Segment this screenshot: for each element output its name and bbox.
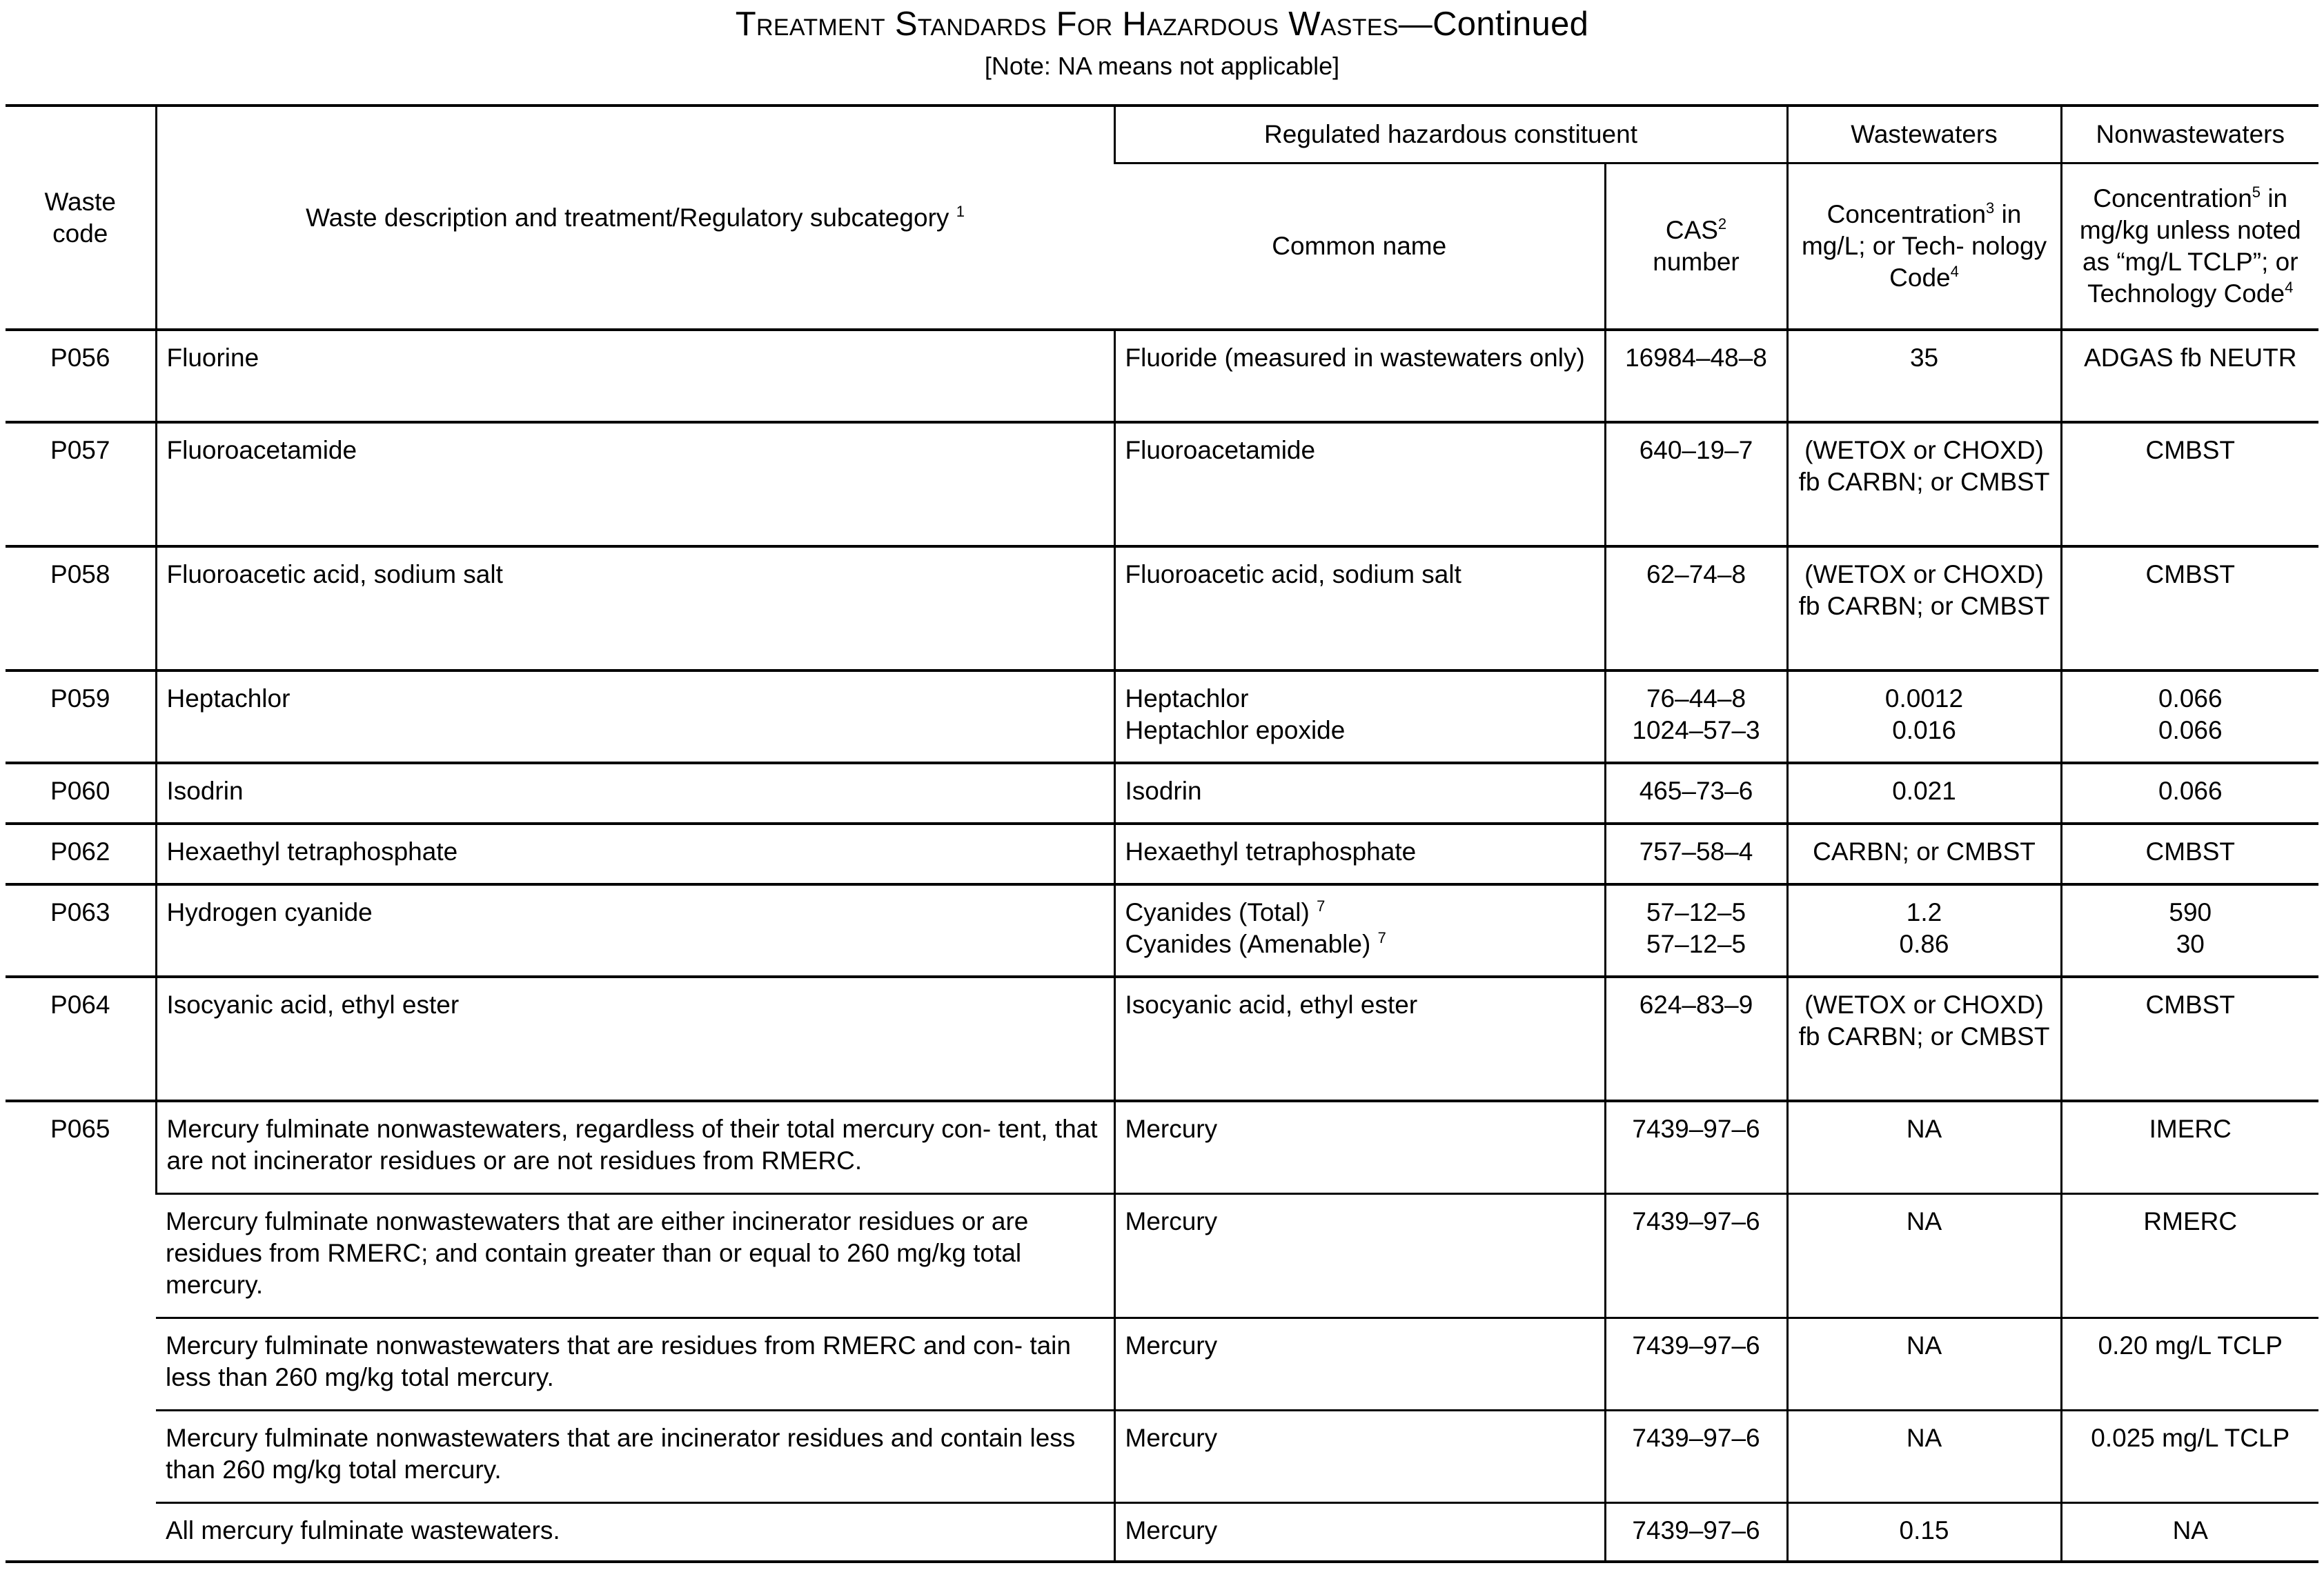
page-note: [Note: NA means not applicable] [984,52,1340,80]
treatment-standards-table [6,104,2318,1563]
common-name-cell: Fluoride (measured in wastewaters only) [1114,330,1605,422]
common-name-cell: Fluoroacetamide [1114,422,1605,546]
nonwastewater-cell: CMBST [2061,422,2318,546]
table-row [6,330,2318,422]
waste-code-cell: P062 [6,824,156,884]
nonwastewater-cell: ADGAS fb NEUTR [2061,330,2318,422]
common-name-cell: Mercury [1114,1410,1605,1502]
common-name-line [1125,928,1595,960]
cas-line: 57–12–5 [1646,930,1746,958]
wastewater-line: 0.86 [1899,930,1949,958]
wastewater-cell: NA [1787,1193,2061,1318]
nonwastewater-cell: NA [2061,1502,2318,1562]
cas-line: 1024–57–3 [1632,716,1760,744]
table-row [6,670,2318,763]
nonwastewater-cell: 0.20 mg/L TCLP [2061,1318,2318,1410]
common-name-cell: Isodrin [1114,763,1605,824]
cas-cell [1605,884,1787,977]
wastewater-cell: NA [1787,1410,2061,1502]
nonwastewater-cell: IMERC [2061,1101,2318,1193]
title-continued: —Continued [1398,6,1589,43]
waste-code-cell: P058 [6,546,156,670]
common-name-text: Cyanides (Total) [1125,898,1310,926]
nonwastewater-line: 590 [2169,898,2212,926]
cas-cell: 16984–48–8 [1605,330,1787,422]
nonwastewater-cell [2061,670,2318,763]
wastewater-cell: NA [1787,1101,2061,1193]
table-row [6,1502,2318,1562]
nonwastewater-line: 30 [2176,930,2205,958]
cas-cell: 62–74–8 [1605,546,1787,670]
header-common-name: Common name [1114,163,1605,330]
cas-cell: 7439–97–6 [1605,1318,1787,1410]
description-cell: Mercury fulminate nonwastewaters that are either incinerator residues or are residues from RMERC; and contain greater than or equal to 260 mg/kg total mercury. [156,1193,1114,1318]
header-nww-concentration [2061,163,2318,330]
header-waste-code: Waste code [6,106,156,330]
description-cell: Fluorine [156,330,1114,422]
header-ww-text: Concentration [1826,200,1987,228]
header-ww-concentration [1787,163,2061,330]
waste-code-cell: P065 [6,1101,156,1562]
common-name-line [1125,897,1595,928]
common-name-cell: Isocyanic acid, ethyl ester [1114,977,1605,1101]
description-cell: Hexaethyl tetraphosphate [156,824,1114,884]
waste-code-cell: P064 [6,977,156,1101]
wastewater-cell: 0.021 [1787,763,2061,824]
table-row [6,546,2318,670]
title-main: Treatment Standards For Hazardous Wastes [735,6,1399,43]
nonwastewater-cell: CMBST [2061,977,2318,1101]
header-description [156,106,1114,330]
wastewater-cell [1787,884,2061,977]
table-row [6,1410,2318,1502]
table-row [6,884,2318,977]
common-name-cell: Mercury [1114,1502,1605,1562]
cas-line: 76–44–8 [1646,684,1746,713]
nonwastewater-cell [2061,884,2318,977]
header-nww-text: Concentration [2093,184,2252,212]
nonwastewater-line: 0.066 [2158,684,2223,713]
header-ww-text-2: in mg/L; or Tech- nology Code [1801,200,2047,292]
wastewater-cell: CARBN; or CMBST [1787,824,2061,884]
description-cell: Isodrin [156,763,1114,824]
wastewater-line: 0.0012 [1884,684,1964,713]
common-name-cell: Mercury [1114,1101,1605,1193]
waste-code-cell: P063 [6,884,156,977]
waste-code-cell: P057 [6,422,156,546]
description-cell: Mercury fulminate nonwastewaters that are residues from RMERC and con- tain less than 260 mg/kg total mercury. [156,1318,1114,1410]
common-name-cell [1114,884,1605,977]
header-wastewaters: Wastewaters [1787,106,2061,163]
footnote-ref: 4 [1950,263,1959,280]
table-row [6,824,2318,884]
cas-cell: 7439–97–6 [1605,1502,1787,1562]
nonwastewater-cell: 0.066 [2061,763,2318,824]
table-row [6,1318,2318,1410]
cas-cell: 640–19–7 [1605,422,1787,546]
waste-code-cell: P056 [6,330,156,422]
table-row [6,422,2318,546]
waste-code-cell: P060 [6,763,156,824]
common-name-cell: Fluoroacetic acid, sodium salt [1114,546,1605,670]
footnote-ref: 3 [1986,199,1995,217]
footnote-ref: 7 [1377,929,1386,946]
description-cell: Mercury fulminate nonwastewaters, regardless of their total mercury con- tent, that are not incinerator residues or are not residues from RMERC. [156,1101,1114,1193]
common-name-cell: Hexaethyl tetraphosphate [1114,824,1605,884]
header-cas-text: CAS [1665,216,1718,244]
common-name-cell: Mercury [1114,1318,1605,1410]
description-cell: Mercury fulminate nonwastewaters that are incinerator residues and contain less than 260 mg/kg total mercury. [156,1410,1114,1502]
wastewater-cell: NA [1787,1318,2061,1410]
page-title [0,1,2324,47]
nonwastewater-cell: CMBST [2061,824,2318,884]
cas-cell: 624–83–9 [1605,977,1787,1101]
cas-cell: 757–58–4 [1605,824,1787,884]
description-cell: Isocyanic acid, ethyl ester [156,977,1114,1101]
footnote-ref: 2 [1717,215,1727,232]
nonwastewater-cell: CMBST [2061,546,2318,670]
footnote-ref: 5 [2252,183,2261,201]
wastewater-cell [1787,670,2061,763]
header-nonwastewaters: Nonwastewaters [2061,106,2318,163]
header-cas-number [1605,163,1787,330]
wastewater-line: 1.2 [1906,898,1942,926]
header-cas-number-text: number [1653,248,1740,276]
common-name-text: Cyanides (Amenable) [1125,930,1371,958]
description-cell: Hydrogen cyanide [156,884,1114,977]
nonwastewater-cell: 0.025 mg/L TCLP [2061,1410,2318,1502]
common-name-line: Heptachlor [1125,684,1249,713]
wastewater-cell: 0.15 [1787,1502,2061,1562]
waste-code-cell: P059 [6,670,156,763]
description-cell: All mercury fulminate wastewaters. [156,1502,1114,1562]
description-cell: Heptachlor [156,670,1114,763]
wastewater-cell: (WETOX or CHOXD) fb CARBN; or CMBST [1787,546,2061,670]
wastewater-line: 0.016 [1892,716,1956,744]
footnote-ref: 1 [956,202,965,220]
common-name-line: Heptachlor epoxide [1125,716,1346,744]
cas-cell [1605,670,1787,763]
header-description-text: Waste description and treatment/Regulatory subcategory [306,203,949,232]
table-row [6,1193,2318,1318]
cas-cell: 7439–97–6 [1605,1410,1787,1502]
wastewater-cell: 35 [1787,330,2061,422]
table-row [6,977,2318,1101]
wastewater-cell: (WETOX or CHOXD) fb CARBN; or CMBST [1787,422,2061,546]
header-regulated-constituent: Regulated hazardous constituent [1114,106,1787,163]
nonwastewater-line: 0.066 [2158,716,2223,744]
description-cell: Fluoroacetamide [156,422,1114,546]
cas-cell: 465–73–6 [1605,763,1787,824]
description-cell: Fluoroacetic acid, sodium salt [156,546,1114,670]
common-name-cell: Mercury [1114,1193,1605,1318]
nonwastewater-cell: RMERC [2061,1193,2318,1318]
cas-line: 57–12–5 [1646,898,1746,926]
wastewater-cell: (WETOX or CHOXD) fb CARBN; or CMBST [1787,977,2061,1101]
common-name-cell [1114,670,1605,763]
footnote-ref: 4 [2285,279,2294,296]
cas-cell: 7439–97–6 [1605,1101,1787,1193]
footnote-ref: 7 [1317,897,1326,915]
table-row [6,763,2318,824]
header-nww-text-2: in mg/kg unless noted as “mg/L TCLP”; or Technology Code [2079,184,2301,308]
table-row [6,1101,2318,1193]
cas-cell: 7439–97–6 [1605,1193,1787,1318]
